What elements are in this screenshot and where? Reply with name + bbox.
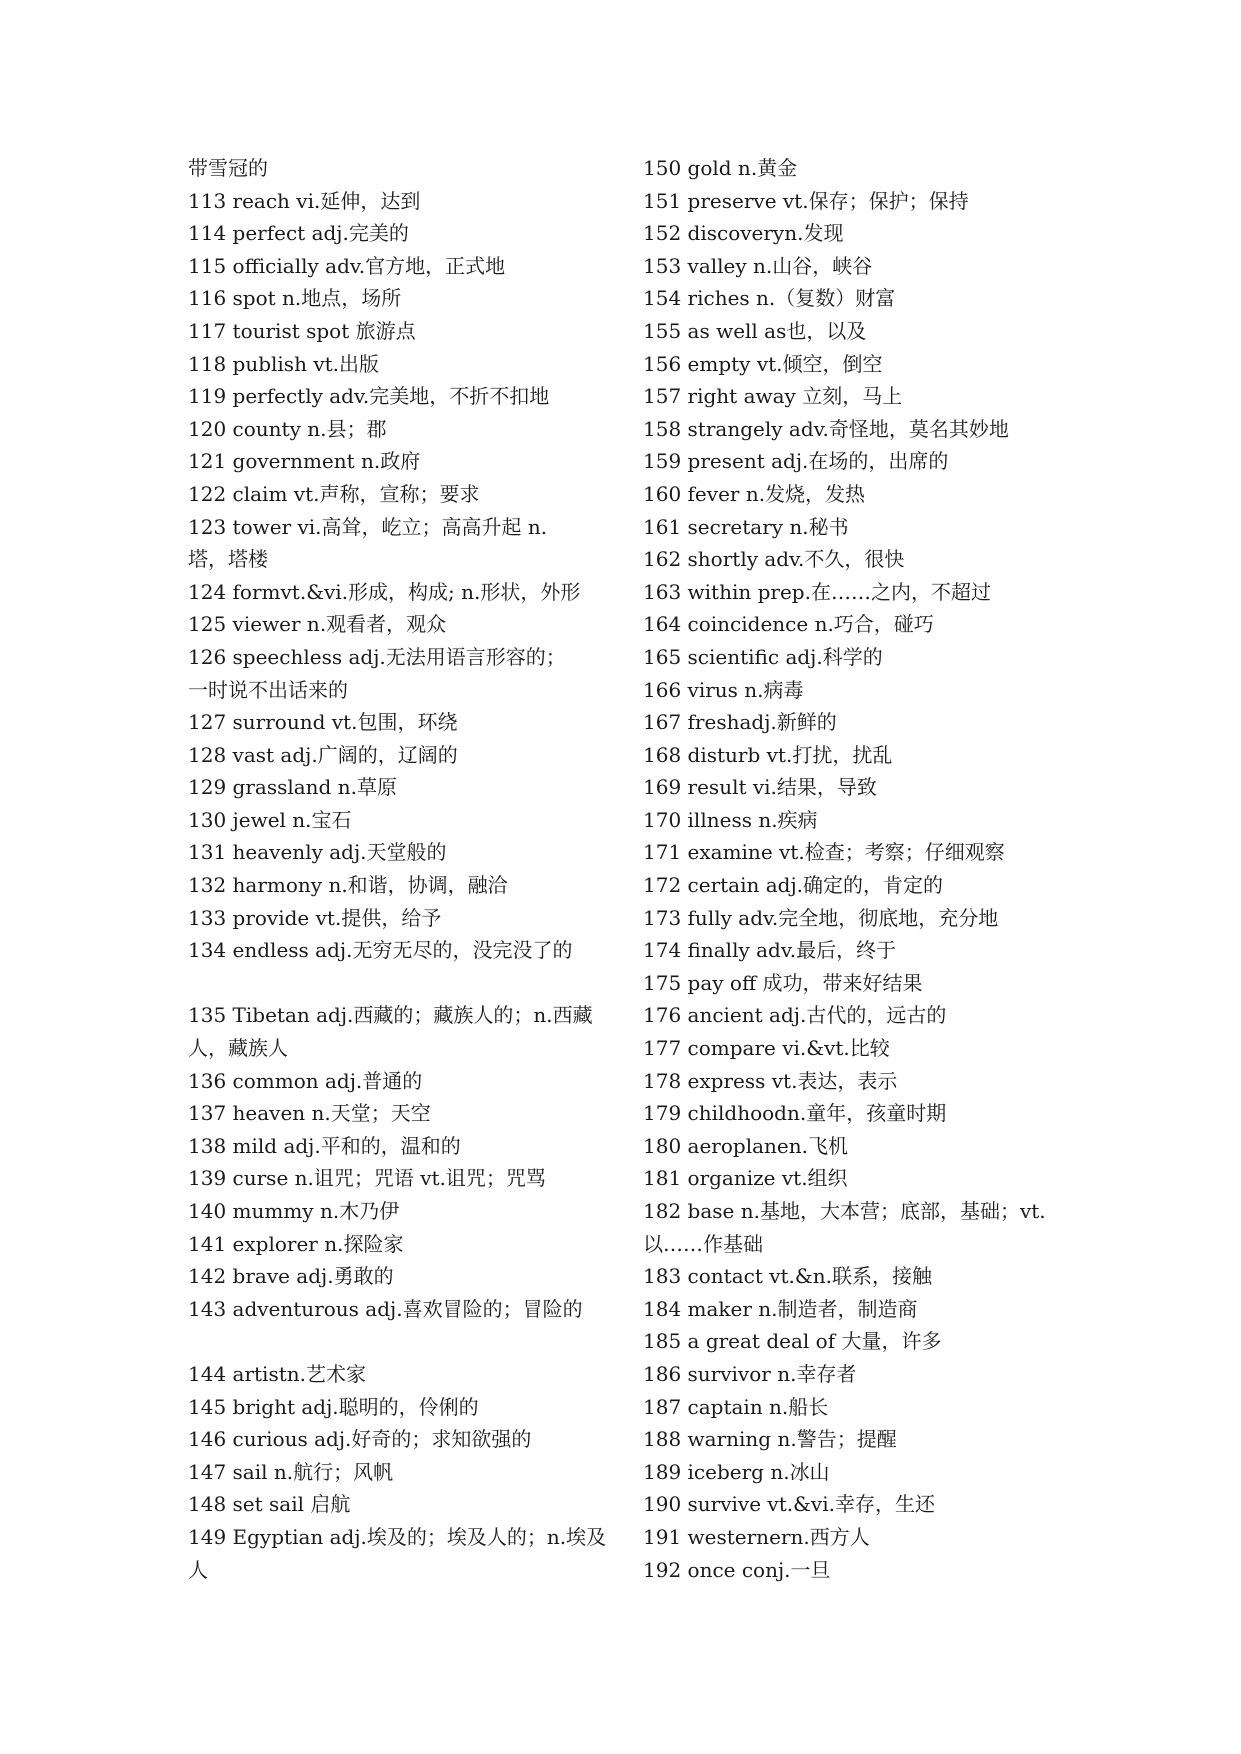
vocab-entry: 186 survivor n.幸存者 <box>643 1361 857 1386</box>
vocab-entry: 150 gold n.黄金 <box>643 156 798 180</box>
vocab-entry: 173 fully adv.完全地，彻底地，充分地 <box>643 905 999 930</box>
vocab-entry: 132 harmony n.和谐，协调，融洽 <box>188 873 508 898</box>
vocab-entry: 120 county n.县；郡 <box>188 416 387 441</box>
vocab-entry: 162 shortly adv.不久，很快 <box>643 547 905 572</box>
vocab-entry: 130 jewel n.宝石 <box>188 807 352 832</box>
vocab-entry: 171 examine vt.检查；考察；仔细观察 <box>643 840 1005 865</box>
vocab-entry: 181 organize vt.组织 <box>643 1166 848 1191</box>
vocab-entry: 191 westernern.西方人 <box>643 1524 870 1549</box>
vocab-entry: 143 adventurous adj.喜欢冒险的；冒险的 <box>188 1296 583 1321</box>
vocab-entry: 178 express vt.表达，表示 <box>643 1068 898 1093</box>
vocab-entry: 158 strangely adv.奇怪地，莫名其妙地 <box>643 416 1009 441</box>
vocab-entry: 152 discoveryn.发现 <box>643 221 844 246</box>
vocab-entry-continuation: 以……作基础 <box>643 1231 763 1256</box>
blank-line <box>188 1325 608 1358</box>
vocab-entry: 145 bright adj.聪明的，伶俐的 <box>188 1394 479 1419</box>
vocab-entry: 180 aeroplanen.飞机 <box>643 1133 848 1158</box>
vocab-entry: 175 pay off 成功，带来好结果 <box>643 970 923 995</box>
vocab-entry: 118 publish vt.出版 <box>188 351 380 376</box>
vocab-entry: 124 formvt.&vi.形成，构成; n.形状，外形 <box>188 579 581 604</box>
vocab-entry: 142 brave adj.勇敢的 <box>188 1264 394 1289</box>
vocab-entry: 131 heavenly adj.天堂般的 <box>188 840 447 865</box>
vocab-entry: 151 preserve vt.保存；保护；保持 <box>643 188 969 213</box>
vocab-entry: 161 secretary n.秘书 <box>643 514 849 539</box>
vocab-entry: 170 illness n.疾病 <box>643 807 818 832</box>
blank-line <box>188 967 608 1000</box>
vocab-entry-continuation: 一时说不出话来的 <box>188 677 348 702</box>
vocab-entry-continuation: 人，藏族人 <box>188 1036 288 1061</box>
vocab-entry: 157 right away 立刻，马上 <box>643 384 903 409</box>
vocab-entry: 188 warning n.警告；提醒 <box>643 1427 897 1452</box>
vocab-entry: 189 iceberg n.冰山 <box>643 1459 830 1484</box>
vocab-entry: 163 within prep.在……之内，不超过 <box>643 579 991 604</box>
vocab-entry-continuation: 塔，塔楼 <box>188 547 268 572</box>
text-line: 带雪冠的 <box>188 156 268 180</box>
vocab-entry: 179 childhoodn.童年，孩童时期 <box>643 1101 947 1126</box>
vocab-entry: 184 maker n.制造者，制造商 <box>643 1296 918 1321</box>
vocab-entry: 182 base n.基地，大本营；底部，基础；vt. <box>643 1199 1046 1223</box>
vocab-entry: 117 tourist spot 旅游点 <box>188 318 416 343</box>
vocab-entry: 147 sail n.航行；风帆 <box>188 1459 394 1484</box>
vocab-entry: 156 empty vt.倾空，倒空 <box>643 351 883 376</box>
vocab-entry: 135 Tibetan adj.西藏的；藏族人的；n.西藏 <box>188 1003 593 1028</box>
vocab-entry: 148 set sail 启航 <box>188 1492 351 1517</box>
vocab-entry: 172 certain adj.确定的，肯定的 <box>643 873 944 898</box>
vocab-entry: 128 vast adj.广阔的，辽阔的 <box>188 742 458 767</box>
vocab-entry: 127 surround vt.包围，环绕 <box>188 710 458 735</box>
vocab-entry: 160 fever n.发烧，发热 <box>643 481 866 506</box>
vocab-entry: 155 as well as也，以及 <box>643 318 867 343</box>
vocab-entry: 114 perfect adj.完美的 <box>188 221 409 246</box>
vocab-entry: 115 officially adv.官方地，正式地 <box>188 253 506 278</box>
vocab-entry: 159 present adj.在场的，出席的 <box>643 449 949 474</box>
vocab-entry: 121 government n.政府 <box>188 449 421 474</box>
vocab-entry: 176 ancient adj.古代的，远古的 <box>643 1003 947 1028</box>
vocab-entry: 138 mild adj.平和的，温和的 <box>188 1133 461 1158</box>
vocab-entry: 149 Egyptian adj.埃及的；埃及人的；n.埃及 <box>188 1524 607 1549</box>
vocab-entry: 174 finally adv.最后，终于 <box>643 938 897 963</box>
vocab-entry: 187 captain n.船长 <box>643 1394 829 1419</box>
vocab-entry: 153 valley n.山谷，峡谷 <box>643 253 873 278</box>
vocab-entry: 137 heaven n.天堂；天空 <box>188 1101 431 1126</box>
vocab-entry: 165 scientific adj.科学的 <box>643 644 883 669</box>
right-column <box>643 152 1088 1586</box>
vocab-entry: 134 endless adj.无穷无尽的，没完没了的 <box>188 938 573 963</box>
vocab-entry: 183 contact vt.&n.联系，接触 <box>643 1264 932 1289</box>
vocab-entry: 167 freshadj.新鲜的 <box>643 710 837 735</box>
vocab-entry-continuation: 人 <box>188 1557 208 1582</box>
vocab-entry: 185 a great deal of 大量，许多 <box>643 1329 942 1354</box>
vocab-entry: 164 coincidence n.巧合，碰巧 <box>643 612 934 637</box>
vocab-entry: 166 virus n.病毒 <box>643 677 804 702</box>
vocab-entry: 192 once conj.一旦 <box>643 1557 831 1582</box>
vocab-entry: 169 result vi.结果，导致 <box>643 775 877 800</box>
vocab-entry: 177 compare vi.&vt.比较 <box>643 1036 890 1061</box>
vocab-entry: 122 claim vt.声称，宣称；要求 <box>188 481 480 506</box>
vocab-entry: 146 curious adj.好奇的；求知欲强的 <box>188 1427 532 1452</box>
vocab-entry: 116 spot n.地点，场所 <box>188 286 402 311</box>
vocab-entry: 190 survive vt.&vi.幸存，生还 <box>643 1492 935 1517</box>
vocab-entry: 119 perfectly adv.完美地，不折不扣地 <box>188 384 550 409</box>
vocab-entry: 129 grassland n.草原 <box>188 775 397 800</box>
vocab-entry: 113 reach vi.延伸，达到 <box>188 188 421 213</box>
vocab-entry: 144 artistn.艺术家 <box>188 1361 366 1386</box>
vocab-entry: 125 viewer n.观看者，观众 <box>188 612 447 637</box>
vocab-entry: 140 mummy n.木乃伊 <box>188 1199 400 1223</box>
left-column <box>188 152 608 1586</box>
vocab-entry: 141 explorer n.探险家 <box>188 1231 404 1256</box>
vocab-entry: 126 speechless adj.无法用语言形容的； <box>188 644 566 669</box>
vocab-entry: 154 riches n.（复数）财富 <box>643 286 896 311</box>
vocab-entry: 136 common adj.普通的 <box>188 1068 423 1093</box>
vocab-entry: 123 tower vi.高耸，屹立；高高升起 n. <box>188 514 548 539</box>
vocab-entry: 168 disturb vt.打扰，扰乱 <box>643 742 893 767</box>
vocab-entry: 133 provide vt.提供，给予 <box>188 905 442 930</box>
vocab-entry: 139 curse n.诅咒；咒语 vt.诅咒；咒骂 <box>188 1166 546 1191</box>
